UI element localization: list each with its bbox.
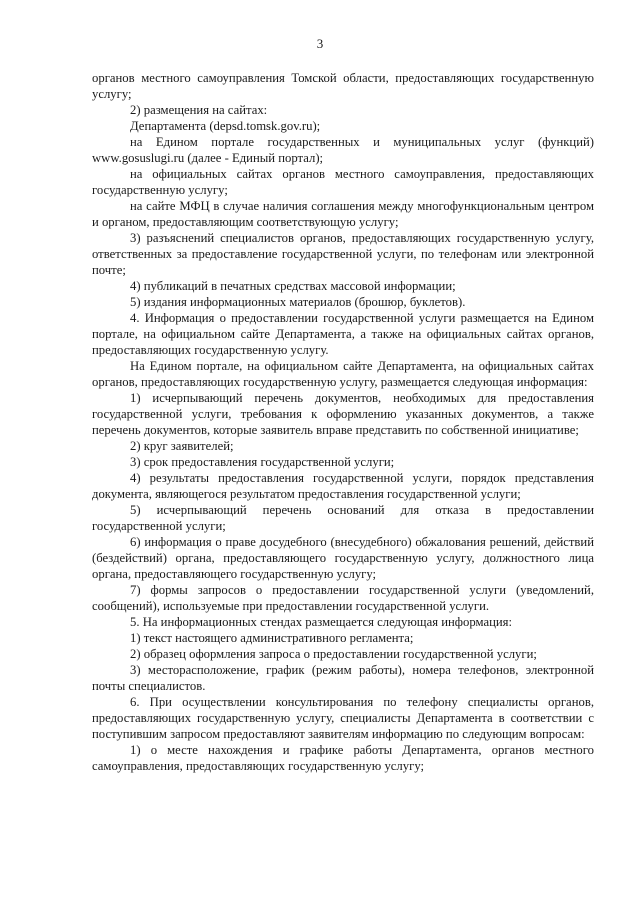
paragraph: 4) публикаций в печатных средствах массовой информации; — [130, 279, 456, 293]
page-number: 3 — [316, 36, 324, 51]
paragraph: 1) о месте нахождения и графике работы Департамента, органов местного самоуправления, предоставляющих государственную услугу; — [92, 743, 594, 773]
paragraph: на сайте МФЦ в случае наличия соглашения между многофункциональным центром и органом, предоставляющим соответствующую услугу; — [92, 199, 594, 229]
paragraph: 3) разъяснений специалистов органов, предоставляющих государственную услугу, ответственных за предоставление государственной услуги, по телефонам или электронной почте; — [92, 231, 594, 277]
paragraph: 4. Информация о предоставлении государственной услуги размещается на Едином портале, на официальном сайте Департамента, а также на официальных сайтах органов, предоставляющих государственную услугу. — [92, 311, 594, 357]
paragraph: на официальных сайтах органов местного самоуправления, предоставляющих государственную услугу; — [92, 167, 594, 197]
paragraph: 5. На информационных стендах размещается следующая информация: — [130, 615, 513, 629]
paragraph: 1) исчерпывающий перечень документов, необходимых для предоставления государственной услуги, требования к оформлению указанных документов, а также перечень документов, которые заявитель вправе представить по собственной инициативе; — [92, 391, 594, 437]
paragraph: 6. При осуществлении консультирования по телефону специалисты органов, предоставляющих государственную услугу, специалисты Департамента в соответствии с поступившим запросом предоставляют заявителям информацию по следующим вопросам: — [92, 695, 594, 741]
paragraph: 6) информация о праве досудебного (внесудебного) обжалования решений, действий (бездействий) органа, предоставляющего государственную услугу, должностного лица органа, предоставляющего государственную услугу; — [92, 535, 594, 581]
paragraph: 2) размещения на сайтах: — [130, 103, 268, 117]
paragraph: 5) исчерпывающий перечень оснований для отказа в предоставлении государственной услуги; — [92, 503, 594, 533]
paragraph: Департамента (depsd.tomsk.gov.ru); — [130, 119, 321, 133]
document-body — [92, 70, 594, 774]
paragraph: 2) круг заявителей; — [130, 439, 234, 453]
paragraph: 3) месторасположение, график (режим работы), номера телефонов, электронной почты специалистов. — [92, 663, 594, 693]
paragraph: На Едином портале, на официальном сайте Департамента, на официальных сайтах органов, предоставляющих государственную услугу, размещается следующая информация: — [92, 359, 594, 389]
paragraph: 5) издания информационных материалов (брошюр, буклетов). — [130, 295, 466, 309]
paragraph: на Едином портале государственных и муниципальных услуг (функций) www.gosuslugi.ru (далее - Единый портал); — [92, 135, 594, 165]
paragraph: 7) формы запросов о предоставлении государственной услуги (уведомлений, сообщений), используемые при предоставлении государственной услуги. — [92, 583, 594, 613]
paragraph: 3) срок предоставления государственной услуги; — [130, 455, 395, 469]
paragraph: органов местного самоуправления Томской области, предоставляющих государственную услугу; — [92, 71, 594, 101]
paragraph: 1) текст настоящего административного регламента; — [130, 631, 414, 645]
paragraph: 2) образец оформления запроса о предоставлении государственной услуги; — [130, 647, 537, 661]
paragraph: 4) результаты предоставления государственной услуги, порядок представления документа, являющегося результатом предоставления государственной услуги; — [92, 471, 594, 501]
